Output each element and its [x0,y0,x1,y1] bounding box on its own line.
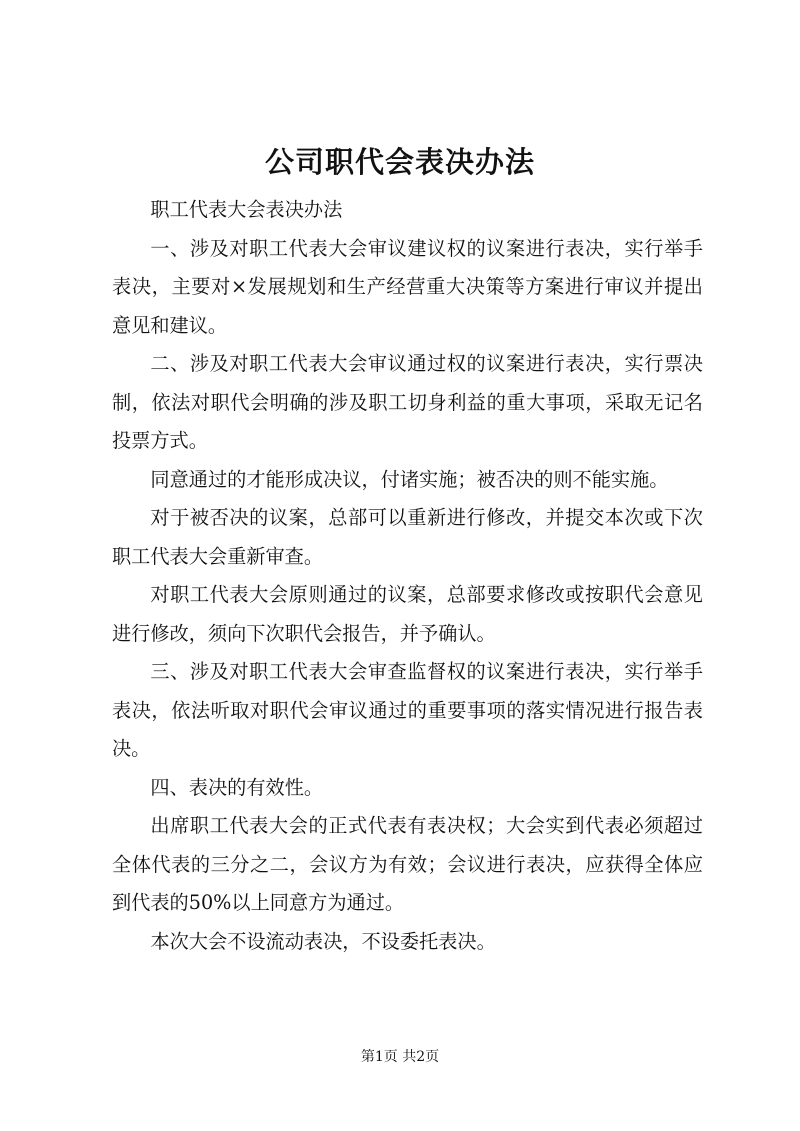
page-number-footer: 第1页 共2页 [360,1049,440,1065]
paragraph-principle-approval: 对职工代表大会原则通过的议案，总部要求修改或按职代会意见进行修改，须向下次职代会报告，并予确认。 [112,583,703,645]
paragraph-item-four-heading: 四、表决的有效性。 [150,775,324,799]
paragraph-item-three: 三、涉及对职工代表大会审查监督权的议案进行表决，实行举手表决，依法听取对职代会审议通过的重要事项的落实情况进行报告表决。 [112,660,703,760]
paragraph-rejected-proposal: 对于被否决的议案，总部可以重新进行修改，并提交本次或下次职工代表大会重新审查。 [112,506,703,568]
paragraph-no-proxy-voting: 本次大会不设流动表决，不设委托表决。 [150,929,496,953]
paragraph-item-two: 二、涉及对职工代表大会审议通过权的议案进行表决，实行票决制，依法对职代会明确的涉及职工切身利益的重大事项，采取无记名投票方式。 [112,352,703,452]
paragraph-voting-validity: 出席职工代表大会的正式代表有表决权；大会实到代表必须超过全体代表的三分之二，会议方为有效；会议进行表决，应获得全体应到代表的50%以上同意方为通过。 [112,814,703,914]
paragraph-item-one: 一、涉及对职工代表大会审议建议权的议案进行表决，实行举手表决，主要对×发展规划和生产经营重大决策等方案进行审议并提出意见和建议。 [112,236,703,337]
document-body [112,191,703,961]
document-title: 公司职代会表决办法 [264,145,535,179]
paragraph-passed-resolution: 同意通过的才能形成决议，付诸实施；被否决的则不能实施。 [150,467,669,491]
paragraph-subtitle: 职工代表大会表决办法 [150,198,343,221]
